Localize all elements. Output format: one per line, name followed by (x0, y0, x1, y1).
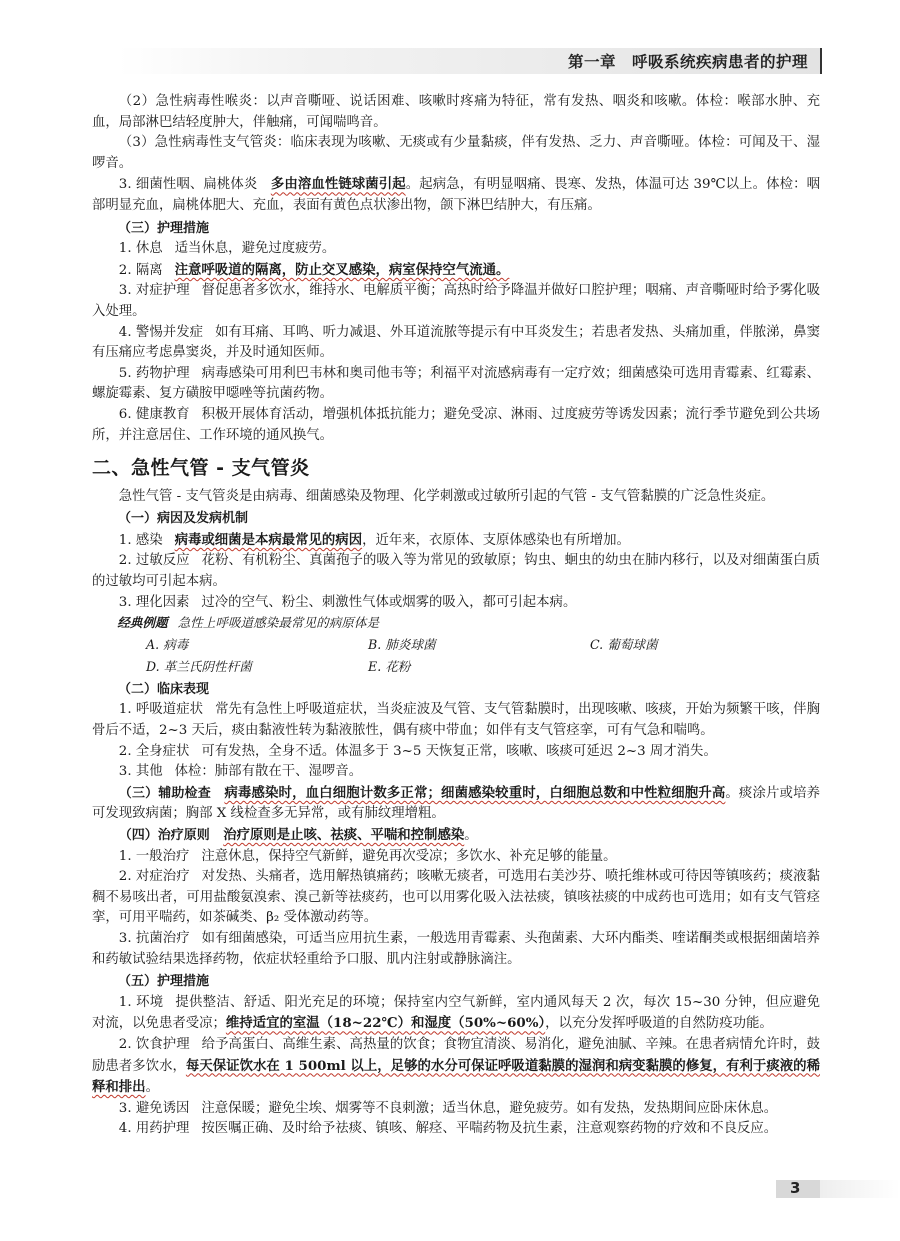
section-heading: （五）护理措施 (118, 974, 210, 990)
clinical-item: 2. 全身症状 可有发热，全身不适。体温多于 3~5 天恢复正常，咳嗽、咳痰可延迟 2~3 周才消失。 (118, 743, 717, 759)
chapter-title: 第一章 呼吸系统疾病患者的护理 (567, 53, 808, 71)
key-point: 病毒或细菌是本病最常见的病因 (174, 531, 363, 548)
care-item: 2. 饮食护理 给予高蛋白、高维生素、高热量的饮食；食物宜清淡、易消化，避免油腻、辛辣。在患者病情允许时，鼓励患者多饮水，每天保证饮水在 1 500ml 以上，足够的水分可保证呼吸道黏膜的湿润和病变黏膜的修复，有利于痰液的稀释和排出。 (92, 1036, 820, 1096)
option: E. 花粉 (368, 658, 411, 674)
care-item: 3. 对症护理 督促患者多饮水，维持水、电解质平衡；高热时给予降温并做好口腔护理；咽痛、声音嘶哑时给予雾化吸入处理。 (92, 283, 820, 319)
clinical-item: 1. 呼吸道症状 常先有急性上呼吸道症状，当炎症波及气管、支气管黏膜时，出现咳嗽、咳痰，开始为频繁干咳，伴胸骨后不适，2~3 天后，痰由黏液性转为黏液脓性，偶有痰中带血；如伴有支气管痉挛，可有气急和喘鸣。 (92, 702, 820, 739)
key-point: 多由溶血性链球菌引起 (270, 176, 406, 193)
paragraph: （2）急性病毒性喉炎：以声音嘶哑、说话困难、咳嗽时疼痛为特征，常有发热、咽炎和咳嗽。体检：喉部水肿、充血，局部淋巴结轻度肿大，伴触痛，可闻喘鸣音。 (92, 94, 820, 130)
example-options (146, 634, 820, 678)
treat-item: 1. 一般治疗 注意休息，保持空气新鲜，避免再次受凉；多饮水、补充足够的能量。 (118, 848, 617, 864)
care-item: 4. 用药护理 按医嘱正确、及时给予祛痰、镇咳、解痉、平喘药物及抗生素，注意观察药物的疗效和不良反应。 (118, 1121, 778, 1137)
care-item: 1. 休息 适当休息，避免过度疲劳。 (118, 241, 336, 257)
option: C. 葡萄球菌 (590, 636, 658, 652)
option: D. 革兰氏阴性杆菌 (146, 658, 252, 674)
care-item: 3. 避免诱因 注意保暖；避免尘埃、烟雾等不良刺激；适当休息，避免疲劳。如有发热，发热期间应卧床休息。 (118, 1100, 778, 1116)
cause-item: 1. 感染 病毒或细菌是本病最常见的病因，近年来，衣原体、支原体感染也有所增加。 (118, 531, 630, 548)
cause-item: 3. 理化因素 过冷的空气、粉尘、刺激性气体或烟雾的吸入，都可引起本病。 (118, 594, 577, 610)
cause-item: 2. 过敏反应 花粉、有机粉尘、真菌孢子的吸入等为常见的致敏原；钩虫、蛔虫的幼虫在肺内移行，以及对细菌蛋白质的过敏均可引起本病。 (92, 553, 820, 590)
treat-item: 3. 抗菌治疗 如有细菌感染，可适当应用抗生素，一般选用青霉素、头孢菌素、大环内酯类、喹诺酮类或根据细菌培养和药敏试验结果选择药物，依症状轻重给予口服、肌内注射或静脉滴注。 (92, 930, 820, 967)
care-item: 5. 药物护理 病毒感染可用利巴韦林和奥司他韦等；利福平对流感病毒有一定疗效；细菌感染可选用青霉素、红霉素、螺旋霉素、复方磺胺甲噁唑等抗菌药物。 (92, 365, 820, 402)
key-point: 维持适宜的室温（18~22℃）和湿度（50%~60%） (225, 1015, 546, 1032)
intro-paragraph: 急性气管 - 支气管炎是由病毒、细菌感染及物理、化学刺激或过敏所引起的气管 - 支气管黏膜的广泛急性炎症。 (118, 488, 775, 504)
page-number: 3 (790, 1179, 801, 1197)
example-label: 经典例题 (117, 615, 168, 631)
exam-paragraph: （三）辅助检查 病毒感染时，血白细胞计数多正常；细菌感染较重时，白细胞总数和中性粒细胞升高。痰涂片或培养可发现致病菌；胸部 X 线检查多无异常，或有肺纹理增粗。 (92, 784, 821, 822)
key-point: 每天保证饮水在 1 500ml 以上，足够的水分可保证呼吸道黏膜的湿润和病变黏膜的修复，有利于痰液的稀释和排出 (92, 1057, 820, 1096)
key-point: 治疗原则是止咳、祛痰、平喘和控制感染 (223, 827, 465, 843)
care-item: 6. 健康教育 积极开展体育活动，增强机体抵抗能力；避免受凉、淋雨、过度疲劳等诱发因素；流行季节避免到公共场所，并注意居住、工作环境的通风换气。 (92, 406, 820, 443)
section-heading: （三）护理措施 (118, 220, 210, 236)
care-item: 1. 环境 提供整洁、舒适、阳光充足的环境；保持室内空气新鲜，室内通风每天 2 次，每次 15~30 分钟，但应避免对流，以免患者受凉；维持适宜的室温（18~22℃）和湿度（50%~60%），以充分发挥呼吸道的自然防疫功能。 (92, 994, 820, 1032)
page-number-tail (820, 1180, 900, 1198)
page-content (92, 92, 820, 1140)
treat-item: 2. 对症治疗 对发热、头痛者，选用解热镇痛药；咳嗽无痰者，可选用右美沙芬、喷托维林或可待因等镇咳药；痰液黏稠不易咳出者，可用盐酸氨溴索、溴己新等祛痰药，也可以用雾化吸入法祛痰，镇咳祛痰的中成药也可选用；如有支气管痉挛，可用平喘药，如茶碱类、β₂ 受体激动药等。 (92, 869, 820, 926)
paragraph: （3）急性病毒性支气管炎：临床表现为咳嗽、无痰或有少量黏痰，伴有发热、乏力、声音嘶哑。体检：可闻及干、湿啰音。 (92, 135, 820, 171)
treatment-principle: （四）治疗原则 治疗原则是止咳、祛痰、平喘和控制感染。 (118, 827, 478, 843)
care-item: 4. 警惕并发症 如有耳痛、耳鸣、听力减退、外耳道流脓等提示有中耳炎发生；若患者发热、头痛加重，伴脓涕，鼻窦有压痛应考虑鼻窦炎，并及时通知医师。 (92, 324, 820, 361)
key-point: 病毒感染时，血白细胞计数多正常；细菌感染较重时，白细胞总数和中性粒细胞升高 (224, 784, 726, 801)
option: B. 肺炎球菌 (368, 636, 436, 652)
clinical-item: 3. 其他 体检：肺部有散在干、湿啰音。 (118, 764, 363, 780)
section-title: 二、急性气管 - 支气管炎 (92, 457, 310, 480)
section-heading: （一）病因及发病机制 (118, 511, 249, 527)
example-question: 经典例题 急性上呼吸道感染最常见的病原体是 (117, 615, 380, 631)
care-item: 2. 隔离 注意呼吸道的隔离，防止交叉感染，病室保持空气流通。 (118, 261, 510, 278)
section-heading: （二）临床表现 (118, 681, 210, 697)
paragraph: 3. 细菌性咽、扁桃体炎 多由溶血性链球菌引起。起病急，有明显咽痛、畏寒、发热，体温可达 39℃以上。体检：咽部明显充血，扁桃体肥大、充血，表面有黄色点状渗出物，颌下淋巴结肿大，有压痛。 (92, 176, 821, 213)
header-rule (820, 48, 822, 74)
option: A. 病毒 (146, 636, 189, 652)
key-point: 注意呼吸道的隔离，防止交叉感染，病室保持空气流通。 (174, 261, 510, 278)
